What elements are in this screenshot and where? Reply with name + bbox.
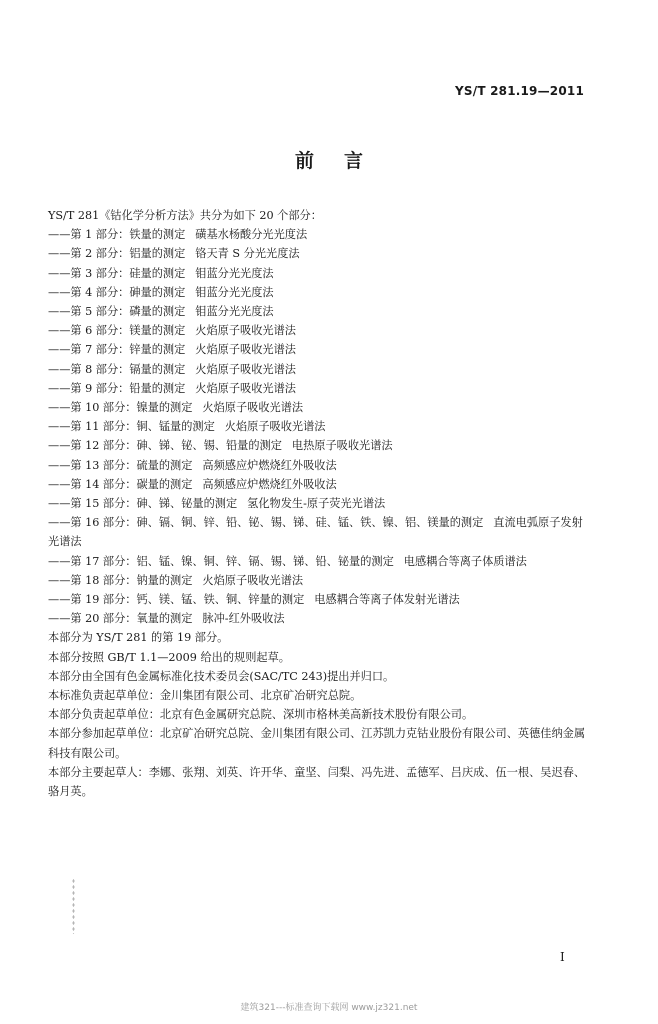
document-body: [48, 206, 593, 801]
list-item: ——第 9 部分：铅量的测定 火焰原子吸收光谱法: [48, 381, 296, 395]
paragraph: 本标准负责起草单位：金川集团有限公司、北京矿冶研究总院。: [48, 689, 362, 703]
list-item: ——第 8 部分：镉量的测定 火焰原子吸收光谱法: [48, 362, 296, 376]
list-item: ——第 3 部分：硅量的测定 钼蓝分光光度法: [48, 266, 274, 280]
list-item: ——第 13 部分：硫量的测定 高频感应炉燃烧红外吸收法: [48, 458, 337, 472]
paragraph: 本部分为 YS/T 281 的第 19 部分。: [48, 631, 229, 645]
paragraph: 本部分主要起草人：李娜、张翔、刘英、许开华、童坚、闫梨、冯先进、孟德军、吕庆成、伍一根、吴迟春、骆月英。: [48, 765, 586, 799]
list-item: ——第 6 部分：镁量的测定 火焰原子吸收光谱法: [48, 324, 296, 338]
list-item: ——第 10 部分：镍量的测定 火焰原子吸收光谱法: [48, 401, 304, 415]
paragraph: 本部分参加起草单位：北京矿冶研究总院、金川集团有限公司、江苏凯力克钴业股份有限公司、英德佳纳金属科技有限公司。: [48, 727, 586, 760]
paragraph: 本部分负责起草单位：北京有色金属研究总院、深圳市格林美高新技术股份有限公司。: [48, 708, 474, 722]
list-item: ——第 1 部分：铁量的测定 磺基水杨酸分光光度法: [48, 228, 308, 242]
parts-list: [48, 225, 593, 628]
list-item: ——第 20 部分：氧量的测定 脉冲-红外吸收法: [48, 612, 285, 626]
list-item: ——第 17 部分：铝、锰、镍、铜、锌、镉、锡、锑、铅、铋量的测定 电感耦合等离子体质谱法: [48, 554, 527, 568]
page-number: I: [560, 950, 565, 964]
list-item: ——第 11 部分：铜、锰量的测定 火焰原子吸收光谱法: [48, 420, 326, 434]
standard-code: YS/T 281.19—2011: [455, 84, 584, 98]
list-item: ——第 19 部分：钙、镁、锰、铁、铜、锌量的测定 电感耦合等离子体发射光谱法: [48, 593, 460, 607]
footer-watermark: 建筑321---标准查询下载网 www.jz321.net: [240, 1003, 418, 1013]
paragraph: 本部分按照 GB/T 1.1—2009 给出的规则起草。: [48, 650, 290, 664]
list-item: ——第 14 部分：碳量的测定 高频感应炉燃烧红外吸收法: [48, 477, 337, 491]
list-item: ——第 12 部分：砷、锑、铋、锡、铅量的测定 电热原子吸收光谱法: [48, 439, 393, 453]
intro-line: YS/T 281《钴化学分析方法》共分为如下 20 个部分：: [48, 209, 322, 222]
list-item: ——第 18 部分：钠量的测定 火焰原子吸收光谱法: [48, 573, 304, 587]
binding-marks: [72, 878, 75, 934]
list-item: ——第 15 部分：砷、锑、铋量的测定 氢化物发生-原子荧光光谱法: [48, 497, 386, 511]
list-item: ——第 7 部分：锌量的测定 火焰原子吸收光谱法: [48, 343, 296, 357]
paragraph: 本部分由全国有色金属标准化技术委员会(SAC/TC 243)提出并归口。: [48, 669, 395, 683]
list-item: ——第 2 部分：铝量的测定 铬天青 S 分光光度法: [48, 247, 300, 261]
list-item: ——第 4 部分：砷量的测定 钼蓝分光光度法: [48, 285, 274, 299]
list-item: ——第 16 部分：砷、镉、铜、锌、铅、铋、锡、锑、硅、锰、铁、镍、铝、镁量的测定 直流电弧原子发射光谱法: [48, 516, 583, 549]
list-item: ——第 5 部分：磷量的测定 钼蓝分光光度法: [48, 305, 274, 319]
page-title: 前言: [294, 150, 393, 172]
